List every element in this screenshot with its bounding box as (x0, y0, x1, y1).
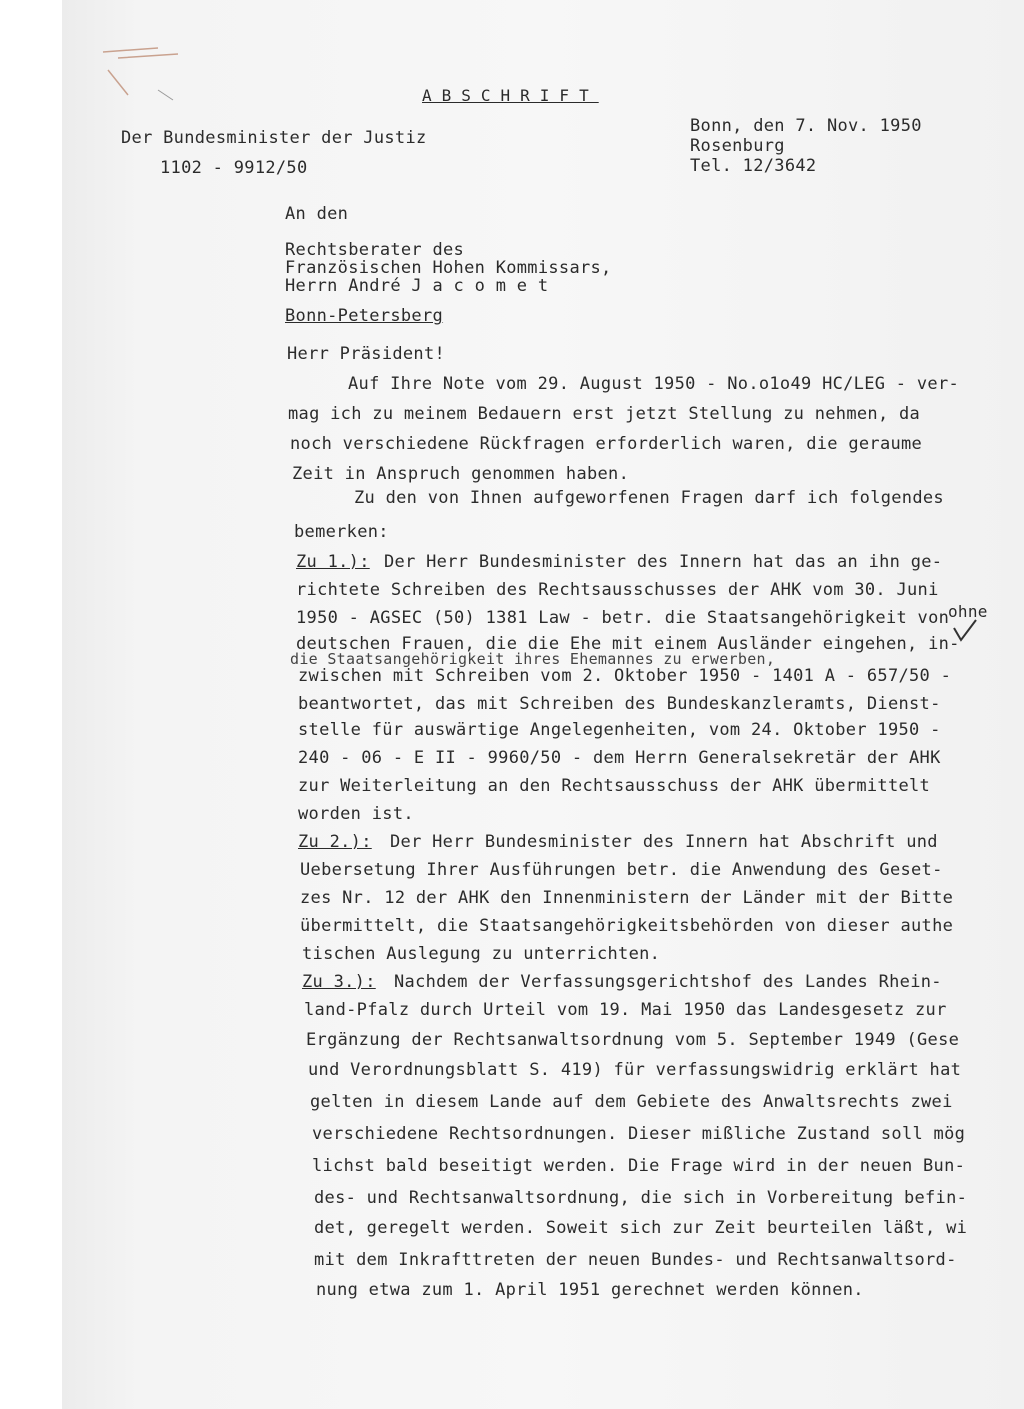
body-line: des- und Rechtsanwaltsordnung, die sich in Vorbereitung befin- (314, 1188, 968, 1208)
location: Rosenburg (690, 136, 785, 156)
body-line: gelten in diesem Lande auf dem Gebiete des Anwaltsrechts zwei (310, 1092, 953, 1112)
body-line: bemerken: (294, 522, 389, 542)
body-line: mag ich zu meinem Bedauern erst jetzt Stellung zu nehmen, da (288, 404, 921, 424)
body-line: Zeit in Anspruch genommen haben. (292, 464, 630, 484)
margin-scribble (98, 40, 188, 110)
body-line: land-Pfalz durch Urteil vom 19. Mai 1950 das Landesgesetz zur (304, 1000, 947, 1020)
body-line: deutschen Frauen, die die Ehe mit einem Ausländer eingehen, in- (296, 634, 960, 654)
sender-name: Der Bundesminister der Justiz (121, 128, 427, 148)
document-title: ABSCHRIFT (422, 86, 599, 105)
body-line: übermittelt, die Staatsangehörigkeitsbehörden von dieser authe (300, 916, 954, 936)
body-line: verschiedene Rechtsordnungen. Dieser mißliche Zustand soll mög (312, 1124, 966, 1144)
margin-note: ohne (948, 602, 988, 621)
body-line: zur Weiterleitung an den Rechtsausschuss der AHK übermittelt (298, 776, 931, 796)
recipient-line-2: Rechtsberater des (285, 240, 465, 260)
recipient-line-1: An den (285, 204, 349, 224)
recipient-line-4: Herrn André J a c o m e t (285, 276, 549, 296)
section-2-label: Zu 2.): (298, 832, 372, 852)
body-line: 1950 - AGSEC (50) 1381 Law - betr. die Staatsangehörigkeit von (296, 608, 950, 628)
salutation: Herr Präsident! (287, 344, 446, 364)
body-line: richtete Schreiben des Rechtsausschusses der AHK vom 30. Juni (296, 580, 939, 600)
recipient-line-3: Französischen Hohen Kommissars, (285, 258, 612, 278)
body-line: nung etwa zum 1. April 1951 gerechnet werden können. (316, 1280, 864, 1300)
body-line: 240 - 06 - E II - 9960/50 - dem Herrn Generalsekretär der AHK (298, 748, 941, 768)
body-line: worden ist. (298, 804, 414, 824)
body-line: Uebersetung Ihrer Ausführungen betr. die Anwendung des Geset- (300, 860, 943, 880)
interlinear-insertion: die Staatsangehörigkeit ihres Ehemannes zu erwerben, (290, 650, 776, 668)
body-line: Der Herr Bundesminister des Innern hat Abschrift und (390, 832, 938, 852)
body-line: mit dem Inkrafttreten der neuen Bundes- und Rechtsanwaltsord- (314, 1250, 957, 1270)
recipient-line-5: Bonn-Petersberg (285, 306, 444, 326)
body-line: noch verschiedene Rückfragen erforderlich waren, die geraume (290, 434, 923, 454)
body-line: stelle für auswärtige Angelegenheiten, vom 24. Oktober 1950 - (298, 720, 941, 740)
body-line: det, geregelt werden. Soweit sich zur Zeit beurteilen läßt, wi (314, 1218, 968, 1238)
body-line: Ergänzung der Rechtsanwaltsordnung vom 5. September 1949 (Gese (306, 1030, 960, 1050)
section-1-label: Zu 1.): (296, 552, 370, 572)
phone: Tel. 12/3642 (690, 156, 817, 176)
body-line: zwischen mit Schreiben vom 2. Oktober 1950 - 1401 A - 657/50 - (298, 666, 952, 686)
body-line: Der Herr Bundesminister des Innern hat das an ihn ge- (384, 552, 943, 572)
body-line: Nachdem der Verfassungsgerichtshof des Landes Rhein- (394, 972, 942, 992)
body-line: tischen Auslegung zu unterrichten. (302, 944, 661, 964)
section-3-label: Zu 3.): (302, 972, 376, 992)
body-line: lichst bald beseitigt werden. Die Frage wird in der neuen Bun- (312, 1156, 966, 1176)
reference-number: 1102 - 9912/50 (160, 158, 308, 178)
body-line: beantwortet, das mit Schreiben des Bundeskanzleramts, Dienst- (298, 694, 941, 714)
body-line: Zu den von Ihnen aufgeworfenen Fragen darf ich folgendes (354, 488, 944, 508)
body-line: und Verordnungsblatt S. 419) für verfassungswidrig erklärt hat (308, 1060, 962, 1080)
body-line: Auf Ihre Note vom 29. August 1950 - No.o1o49 HC/LEG - ver- (348, 374, 960, 394)
body-line: zes Nr. 12 der AHK den Innenministern der Länder mit der Bitte (300, 888, 954, 908)
place-date: Bonn, den 7. Nov. 1950 (690, 116, 922, 136)
